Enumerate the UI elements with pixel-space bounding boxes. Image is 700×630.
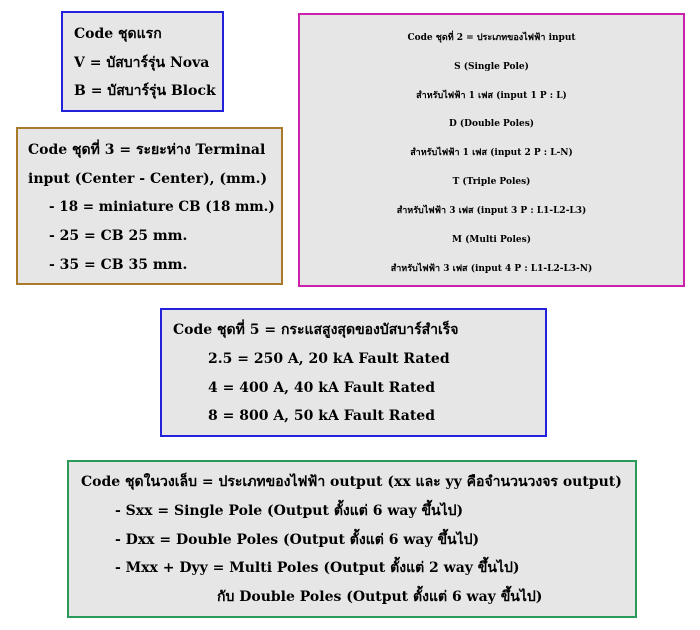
fifth-set-item-800a: 8 = 800 A, 50 kA Fault Rated xyxy=(208,408,435,424)
bracket-set-item-single: - Sxx = Single Pole (Output ตั้งแต่ 6 way ขึ้นไป) xyxy=(115,503,464,519)
second-set-multi-poles-desc: สำหรับไฟฟ้า 3 เฟส (input 4 P : L1-L2-L3-N) xyxy=(390,264,593,274)
second-set-heading: Code ชุดที่ 2 = ประเภทของไฟฟ้า input xyxy=(407,33,576,43)
second-set-single-pole: S (Single Pole) xyxy=(454,62,529,72)
third-set-code-box xyxy=(16,127,283,285)
second-set-double-poles-desc: สำหรับไฟฟ้า 1 เฟส (input 2 P : L-N) xyxy=(410,148,573,158)
bracket-set-item-double: - Dxx = Double Poles (Output ตั้งแต่ 6 way ขึ้นไป) xyxy=(115,532,480,548)
second-set-code-box xyxy=(298,13,685,287)
bracket-set-item-multi: - Mxx + Dyy = Multi Poles (Output ตั้งแต่ 2 way ขึ้นไป) xyxy=(115,560,520,576)
first-set-item-nova: V = บัสบาร์รุ่น Nova xyxy=(74,55,210,71)
second-set-single-pole-desc: สำหรับไฟฟ้า 1 เฟส (input 1 P : L) xyxy=(416,91,567,101)
third-set-heading-cont: input (Center - Center), (mm.) xyxy=(28,171,268,187)
third-set-item-18: - 18 = miniature CB (18 mm.) xyxy=(49,199,275,215)
bracket-set-item-multi-cont: กับ Double Poles (Output ตั้งแต่ 6 way ขึ้นไป) xyxy=(217,589,543,605)
third-set-item-35: - 35 = CB 35 mm. xyxy=(49,257,188,273)
fifth-set-item-400a: 4 = 400 A, 40 kA Fault Rated xyxy=(208,380,435,396)
first-set-code-box xyxy=(61,11,224,112)
first-set-heading: Code ชุดแรก xyxy=(74,26,162,42)
bracket-set-heading: Code ชุดในวงเล็บ = ประเภทของไฟฟ้า output (xx และ yy คือจำนวนวงจร output) xyxy=(81,474,622,490)
third-set-item-25: - 25 = CB 25 mm. xyxy=(49,228,188,244)
third-set-heading: Code ชุดที่ 3 = ระยะห่าง Terminal xyxy=(28,142,266,158)
first-set-item-block: B = บัสบาร์รุ่น Block xyxy=(74,83,216,99)
fifth-set-item-250a: 2.5 = 250 A, 20 kA Fault Rated xyxy=(208,351,450,367)
second-set-multi-poles: M (Multi Poles) xyxy=(452,235,531,245)
second-set-double-poles: D (Double Poles) xyxy=(448,119,535,129)
bracket-set-code-box xyxy=(67,460,637,618)
fifth-set-code-box xyxy=(160,308,547,437)
fifth-set-heading: Code ชุดที่ 5 = กระแสสูงสุดของบัสบาร์สำเร็จ xyxy=(173,322,459,338)
second-set-triple-poles: T (Triple Poles) xyxy=(452,177,531,187)
second-set-triple-poles-desc: สำหรับไฟฟ้า 3 เฟส (input 3 P : L1-L2-L3) xyxy=(396,206,587,216)
